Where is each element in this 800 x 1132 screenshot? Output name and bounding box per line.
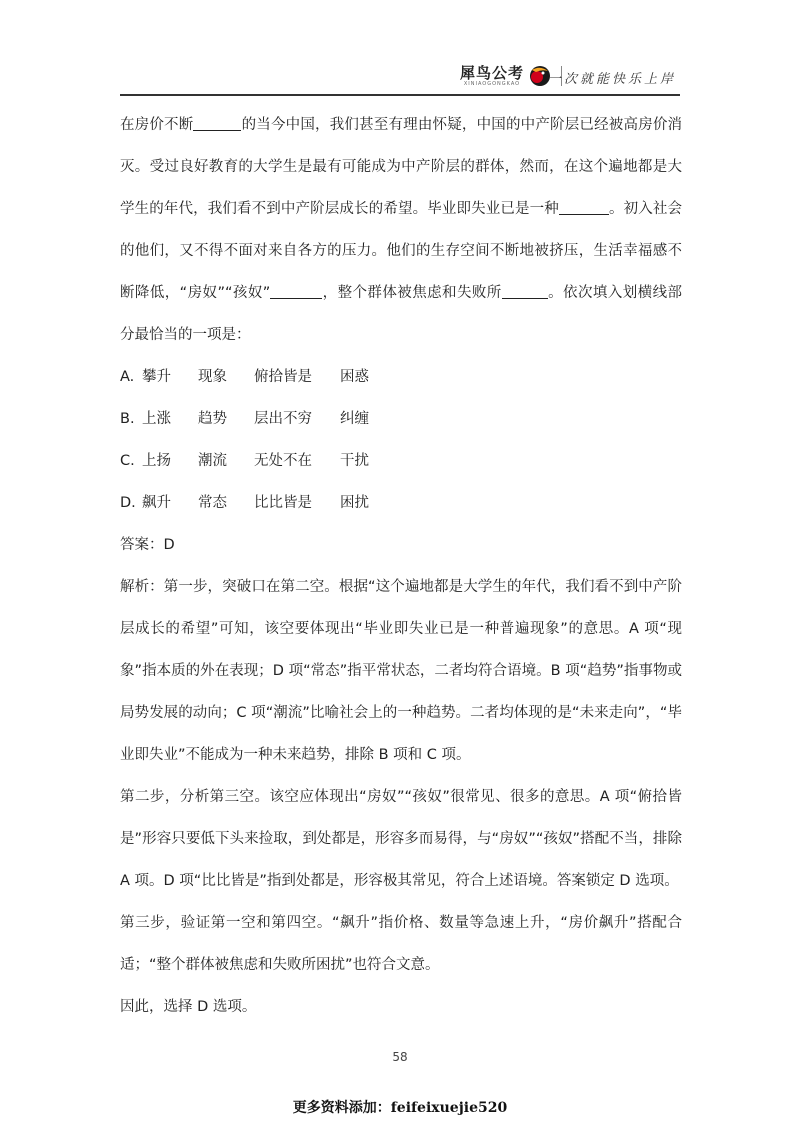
option-word: 常态	[198, 495, 227, 511]
stem-text: ，整个群体被焦虑和失败所	[322, 285, 502, 301]
brand-name: 犀鸟公考	[459, 64, 524, 82]
option-word: 趋势	[198, 411, 227, 427]
page-number: 58	[392, 1050, 408, 1064]
option-word: 干扰	[340, 453, 369, 469]
option-word: 困扰	[340, 495, 369, 511]
analysis-paragraph: 第三步，验证第一空和第四空。“飙升”指价格、数量等急速上升，“房价飙升”搭配合适；“整个群体被焦虑和失败所困扰”也符合文意。	[120, 915, 682, 973]
question-stem	[120, 104, 682, 356]
footer-note: 更多资料添加：feifeixuejie520	[292, 1100, 508, 1116]
slogan: 一次就能快乐上岸	[547, 72, 676, 87]
option-word: 潮流	[198, 453, 227, 469]
blank-line	[193, 114, 241, 131]
header-rule	[120, 94, 680, 96]
option-letter: A.	[120, 369, 135, 385]
stem-text: 在房价不断	[120, 117, 194, 133]
brand-logo	[460, 62, 552, 90]
stem-text: 的当今中国，我们甚至有理由怀疑，中国的中产阶层已经被高房价消灭。受过良好教育的大学生是最有可能成为中产阶层的群体，然而，在这个遍地都是大学生的年代，我们看不到中产阶层成长的希望。毕业即失业已是一种	[120, 117, 683, 217]
option-d	[120, 482, 682, 524]
option-word: 俯拾皆是	[254, 369, 312, 385]
option-word: 现象	[198, 369, 227, 385]
option-word: 无处不在	[254, 453, 312, 469]
answer: 答案：D	[120, 537, 175, 553]
analysis-paragraph: 第二步，分析第三空。该空应体现出“房奴”“孩奴”很常见、很多的意思。A 项“俯拾皆是”形容只要低下头来捡取，到处都是，形容多而易得，与“房奴”“孩奴”搭配不当，排除 A 项。D 项“比比皆是”指到处都是，形容极其常见，符合上述语境。答案锁定 D 选项。	[120, 789, 682, 889]
stem-text: 。初入社会的他们，又不得不面对来自各方的压力。他们的生存空间不断地被挤压，生活幸福感不断降低，“房奴”“孩奴”	[120, 201, 683, 301]
blank-line	[502, 282, 548, 299]
option-b	[120, 398, 682, 440]
analysis-paragraph: 解析：第一步，突破口在第二空。根据“这个遍地都是大学生的年代，我们看不到中产阶层成长的希望”可知，该空要体现出“毕业即失业已是一种普遍现象”的意思。A 项“现象”指本质的外在表现；D 项“常态”指平常状态，二者均符合语境。B 项“趋势”指事物或局势发展的动向；C 项“潮流”比喻社会上的一种趋势。二者均体现的是“未来走向”，“毕业即失业”不能成为一种未来趋势，排除 B 项和 C 项。	[120, 579, 682, 763]
option-letter: B.	[120, 411, 135, 427]
document-body	[120, 104, 682, 1028]
page-header	[120, 58, 680, 96]
option-letter: C.	[120, 453, 135, 469]
option-word: 攀升	[142, 369, 171, 385]
brand-subtitle: XINIAOGONGKAO	[463, 81, 521, 87]
option-c	[120, 440, 682, 482]
option-word: 上涨	[142, 411, 171, 427]
option-a	[120, 356, 682, 398]
blank-line	[270, 282, 322, 299]
option-word: 纠缠	[340, 411, 369, 427]
option-word: 层出不穷	[254, 411, 312, 427]
option-word: 比比皆是	[254, 495, 312, 511]
analysis-paragraph: 因此，选择 D 选项。	[120, 999, 257, 1015]
blank-line	[559, 198, 609, 215]
stem-text: 。依次填入划横线部分最恰当的一项是：	[120, 285, 682, 343]
option-word: 困惑	[340, 369, 369, 385]
option-word: 飙升	[142, 495, 171, 511]
option-letter: D.	[120, 495, 136, 511]
option-word: 上扬	[142, 453, 171, 469]
